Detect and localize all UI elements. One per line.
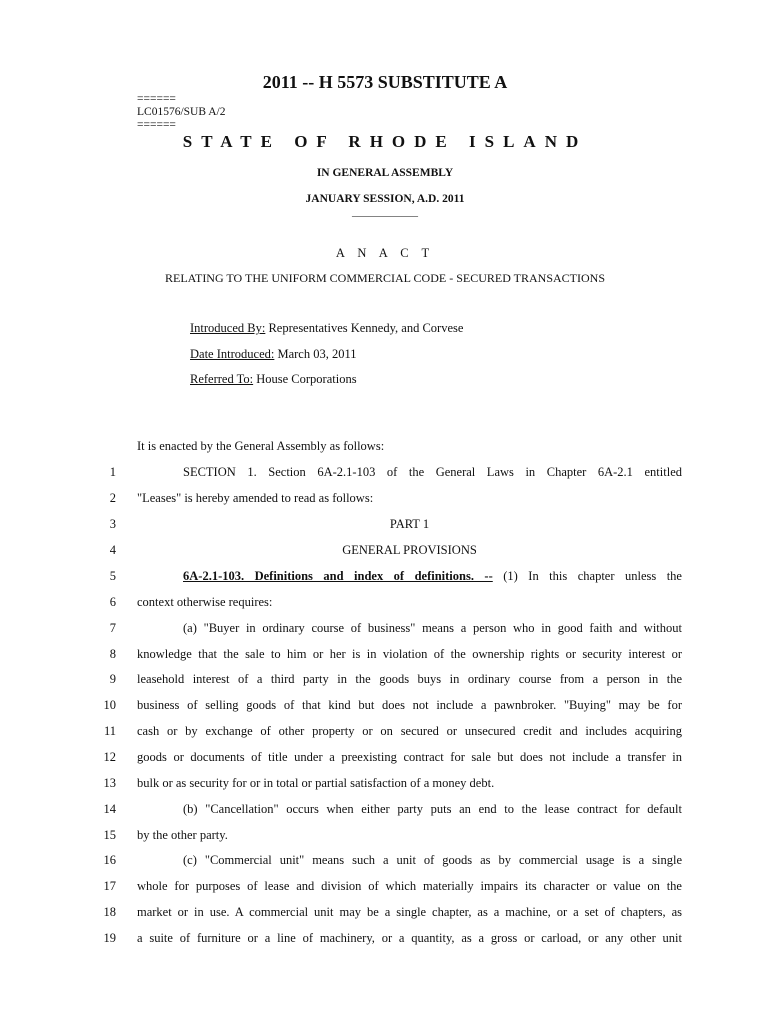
referred-to-label: Referred To: bbox=[190, 372, 254, 386]
line-number: 10 bbox=[103, 698, 116, 712]
line-number: 12 bbox=[103, 750, 116, 764]
enacting-clause: It is enacted by the General Assembly as follows: bbox=[137, 439, 385, 453]
line-number: 16 bbox=[103, 853, 116, 867]
body-line: market or in use. A commercial unit may be a single chapter, as a machine, or a set of chapters, as bbox=[137, 905, 682, 919]
section-heading: 6A-2.1-103. Definitions and index of definitions. -- bbox=[183, 569, 493, 583]
line-number: 7 bbox=[109, 621, 116, 635]
body-line: (a) "Buyer in ordinary course of business" means a person who in good faith and without bbox=[183, 621, 682, 635]
general-provisions-heading: GENERAL PROVISIONS bbox=[342, 543, 477, 557]
body-line: SECTION 1. Section 6A-2.1-103 of the General Laws in Chapter 6A-2.1 entitled bbox=[183, 465, 682, 479]
section-heading-line bbox=[183, 569, 682, 584]
body-line: cash or by exchange of other property or on secured or unsecured credit and includes acquiring bbox=[137, 724, 682, 738]
line-number: 5 bbox=[109, 569, 116, 583]
body-line: business of selling goods of that kind but does not include a pawnbroker. "Buying" may be for bbox=[137, 698, 682, 712]
line-number: 18 bbox=[103, 905, 116, 919]
session-rule: ____________ bbox=[352, 206, 418, 218]
act-subject: RELATING TO THE UNIFORM COMMERCIAL CODE - SECURED TRANSACTIONS bbox=[164, 271, 606, 285]
referred-to-value: House Corporations bbox=[253, 372, 357, 386]
date-introduced-value: March 03, 2011 bbox=[274, 347, 357, 361]
introduced-by-value: Representatives Kennedy, and Corvese bbox=[265, 321, 464, 335]
line-number: 8 bbox=[109, 647, 116, 661]
body-line: bulk or as security for or in total or partial satisfaction of a money debt. bbox=[137, 776, 495, 790]
body-line: leasehold interest of a third party in the goods buys in ordinary course from a person in the bbox=[137, 672, 682, 686]
line-number: 4 bbox=[109, 543, 116, 557]
bill-title: 2011 -- H 5573 SUBSTITUTE A bbox=[262, 72, 508, 92]
line-number: 17 bbox=[103, 879, 116, 893]
session-heading: JANUARY SESSION, A.D. 2011 bbox=[305, 193, 465, 205]
body-line: "Leases" is hereby amended to read as follows: bbox=[137, 491, 374, 505]
referred-to bbox=[190, 372, 357, 387]
line-number: 19 bbox=[103, 931, 116, 945]
line-number: 6 bbox=[109, 595, 116, 609]
body-line: (1) In this chapter unless the bbox=[492, 569, 682, 583]
assembly-heading: IN GENERAL ASSEMBLY bbox=[316, 167, 454, 179]
date-introduced-label: Date Introduced: bbox=[190, 347, 275, 361]
body-line: by the other party. bbox=[137, 828, 228, 842]
introduced-by-label: Introduced By: bbox=[190, 321, 266, 335]
line-number: 13 bbox=[103, 776, 116, 790]
state-heading: STATE OF RHODE ISLAND bbox=[182, 132, 588, 151]
header-rule-bottom: ====== bbox=[137, 119, 176, 131]
line-number: 14 bbox=[103, 802, 116, 816]
line-number: 15 bbox=[103, 828, 116, 842]
body-line: context otherwise requires: bbox=[137, 595, 273, 609]
body-line: whole for purposes of lease and division of which materially impairs its character or value on the bbox=[137, 879, 682, 893]
line-number: 1 bbox=[109, 465, 116, 479]
date-introduced bbox=[190, 347, 357, 362]
act-heading: A N A C T bbox=[335, 246, 435, 260]
line-number: 9 bbox=[109, 672, 116, 686]
header-rule-top: ====== bbox=[137, 93, 176, 105]
body-line: goods or documents of title under a preexisting contract for sale but does not include a transfer in bbox=[137, 750, 682, 764]
body-line: (c) "Commercial unit" means such a unit of goods as by commercial usage is a single bbox=[183, 853, 682, 867]
body-line: a suite of furniture or a line of machinery, or a quantity, as a gross or carload, or any other unit bbox=[137, 931, 682, 945]
introduced-by bbox=[190, 321, 463, 336]
line-number: 2 bbox=[109, 491, 116, 505]
line-number: 11 bbox=[103, 724, 116, 738]
body-line: (b) "Cancellation" occurs when either party puts an end to the lease contract for default bbox=[183, 802, 682, 816]
lc-code: LC01576/SUB A/2 bbox=[137, 106, 226, 118]
line-number: 3 bbox=[109, 517, 116, 531]
body-line: knowledge that the sale to him or her is in violation of the ownership rights or security interest or bbox=[137, 647, 682, 661]
part-heading: PART 1 bbox=[389, 517, 430, 531]
